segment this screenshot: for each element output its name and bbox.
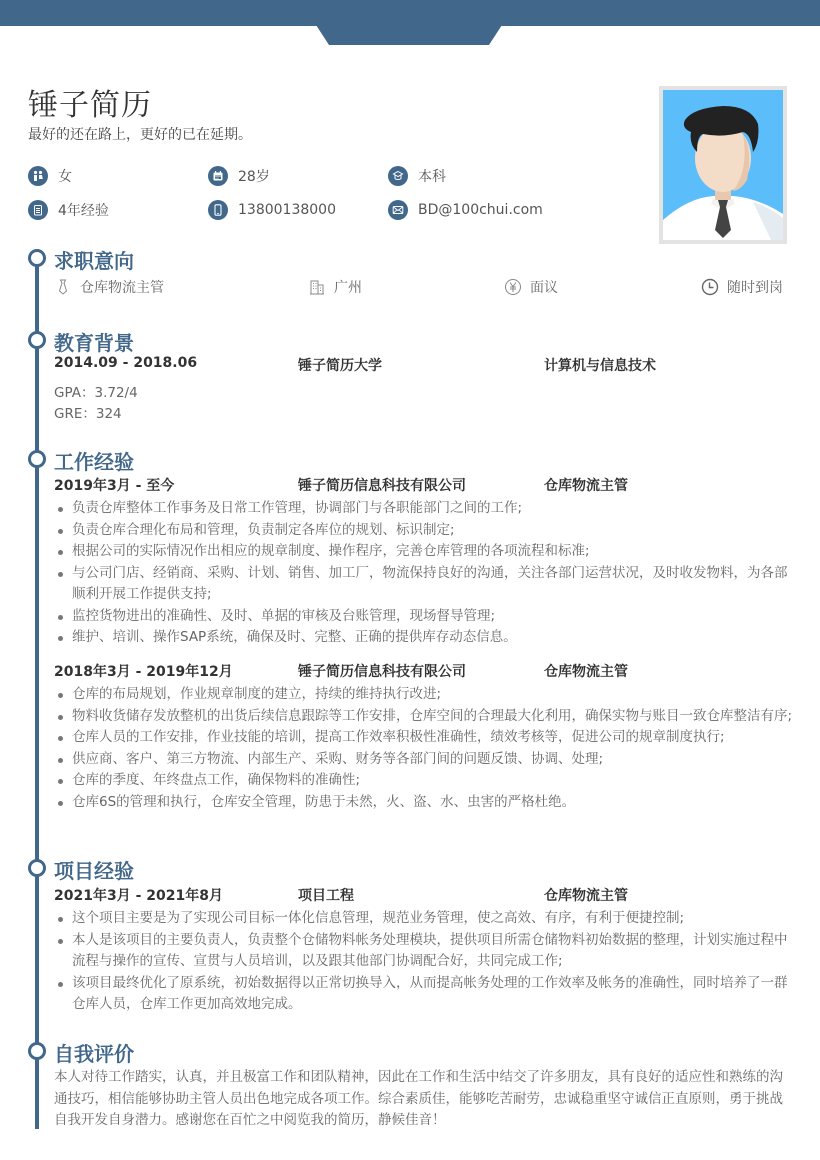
section-marker: [28, 331, 46, 349]
section-title-work: 工作经验: [54, 450, 134, 474]
job-row: [54, 475, 794, 495]
section-marker: [28, 450, 46, 468]
job-duties: [54, 684, 794, 813]
intent-position: 仓库物流主管: [54, 277, 164, 297]
clipboard-icon: [28, 200, 48, 220]
job-role: 仓库物流主管: [544, 664, 628, 680]
project-row: [54, 885, 794, 905]
resume-name: 锤子简历: [28, 88, 152, 123]
graduation-cap-icon: [388, 166, 408, 186]
header-bar: [0, 0, 820, 26]
list-item: 负责仓库整体工作事务及日常工作管理，协调部门与各职能部门之间的工作;: [54, 498, 794, 520]
gender-icon: [28, 166, 48, 186]
info-email: BD@100chui.com: [388, 199, 543, 221]
info-experience: 4年经验: [28, 199, 109, 221]
info-phone: 13800138000: [208, 199, 336, 221]
list-item: 维护、培训、操作SAP系统，确保及时、完整、正确的提供库存动态信息。: [54, 627, 794, 649]
education-major: 计算机与信息技术: [544, 358, 656, 374]
project-role: 仓库物流主管: [544, 888, 628, 904]
list-item: 物料收货储存发放整机的出货后续信息跟踪等工作安排，仓库空间的合理最大化利用，确保实物与账目一致仓库整洁有序;: [54, 706, 794, 728]
list-item: 与公司门店、经销商、采购、计划、销售、加工厂，物流保持良好的沟通，关注各部门运营状况，及时收发物料，为各部顺利开展工作提供支持;: [54, 563, 794, 606]
job-period: 2019年3月 - 至今: [54, 478, 175, 494]
timeline-line: [35, 265, 39, 1129]
list-item: 仓库的季度、年终盘点工作，确保物料的准确性;: [54, 770, 794, 792]
info-gender: 女: [28, 165, 72, 187]
info-age: 28岁: [208, 165, 270, 187]
list-item: 根据公司的实际情况作出相应的规章制度、操作程序，完善仓库管理的各项流程和标准;: [54, 541, 794, 563]
section-title-education: 教育背景: [54, 331, 134, 355]
list-item: 供应商、客户、第三方物流、内部生产、采购、财务等各部门间的问题反馈、协调、处理;: [54, 749, 794, 771]
job-company: 锤子简历信息科技有限公司: [298, 478, 466, 494]
list-item: 仓库人员的工作安排，作业技能的培训，提高工作效率积极性准确性，绩效考核等，促进公司的规章制度执行;: [54, 727, 794, 749]
resume-motto: 最好的还在路上，更好的已在延期。: [28, 127, 252, 143]
calendar-icon: [208, 166, 228, 186]
avatar-photo: [659, 86, 787, 244]
job-duties: [54, 498, 794, 649]
section-marker: [28, 249, 46, 267]
phone-icon: [208, 200, 228, 220]
intent-salary: 面议: [504, 277, 558, 297]
section-marker: [28, 859, 46, 877]
intent-city: 广州: [308, 277, 362, 297]
job-role: 仓库物流主管: [544, 478, 628, 494]
section-title-project: 项目经验: [54, 859, 134, 883]
mail-icon: [388, 200, 408, 220]
list-item: 这个项目主要是为了实现公司目标一体化信息管理，规范业务管理，使之高效、有序，有利于便捷控制;: [54, 908, 794, 930]
self-evaluation-text: 本人对待工作踏实，认真，并且极富工作和团队精神，因此在工作和生活中结交了许多朋友，具有良好的适应性和熟练的沟通技巧，相信能够协助主管人员出色地完成各项工作。综合素质佳，能够吃苦耐劳，忠诚稳重坚守诚信正直原则，勇于挑战自我开发自身潜力。感谢您在百忙之中阅览我的简历，静候佳音！: [54, 1069, 783, 1128]
header-notch: [316, 25, 502, 45]
project-name: 项目工程: [298, 888, 354, 904]
info-degree: 本科: [388, 165, 446, 187]
yen-icon: [504, 278, 522, 296]
tie-icon: [54, 278, 72, 296]
building-icon: [308, 278, 326, 296]
intent-availability: 随时到岗: [701, 277, 783, 297]
list-item: 该项目最终优化了原系统，初始数据得以正常切换导入，从而提高帐务处理的工作效率及帐务的准确性，同时培养了一群仓库人员，仓库工作更加高效地完成。: [54, 973, 794, 1016]
job-row: [54, 661, 794, 681]
section-marker: [28, 1042, 46, 1060]
job-period: 2018年3月 - 2019年12月: [54, 664, 233, 680]
list-item: 本人是该项目的主要负责人，负责整个仓储物料帐务处理模块，提供项目所需仓储物料初始数据的整理，计划实施过程中流程与操作的宣传、宣贯与人员培训，以及跟其他部门协调配合好，共同完成工作;: [54, 930, 794, 973]
list-item: 仓库的布局规划，作业规章制度的建立，持续的维持执行改进;: [54, 684, 794, 706]
section-title-self: 自我评价: [54, 1042, 134, 1066]
list-item: 仓库6S的管理和执行，仓库安全管理，防患于未然，火、盗、水、虫害的严格杜绝。: [54, 792, 794, 814]
job-company: 锤子简历信息科技有限公司: [298, 664, 466, 680]
list-item: 负责仓库合理化布局和管理，负责制定各库位的规划、标识制定;: [54, 520, 794, 542]
education-gre: GRE：324: [54, 406, 122, 422]
list-item: 监控货物进出的准确性、及时、单据的审核及台账管理，现场督导管理;: [54, 606, 794, 628]
education-school: 锤子简历大学: [298, 358, 382, 374]
section-title-intent: 求职意向: [54, 249, 134, 273]
education-row: [54, 355, 794, 375]
education-gpa: GPA：3.72/4: [54, 385, 138, 401]
project-period: 2021年3月 - 2021年8月: [54, 888, 223, 904]
clock-icon: [701, 278, 719, 296]
education-period: 2014.09 - 2018.06: [54, 355, 198, 371]
project-items: [54, 908, 794, 1016]
